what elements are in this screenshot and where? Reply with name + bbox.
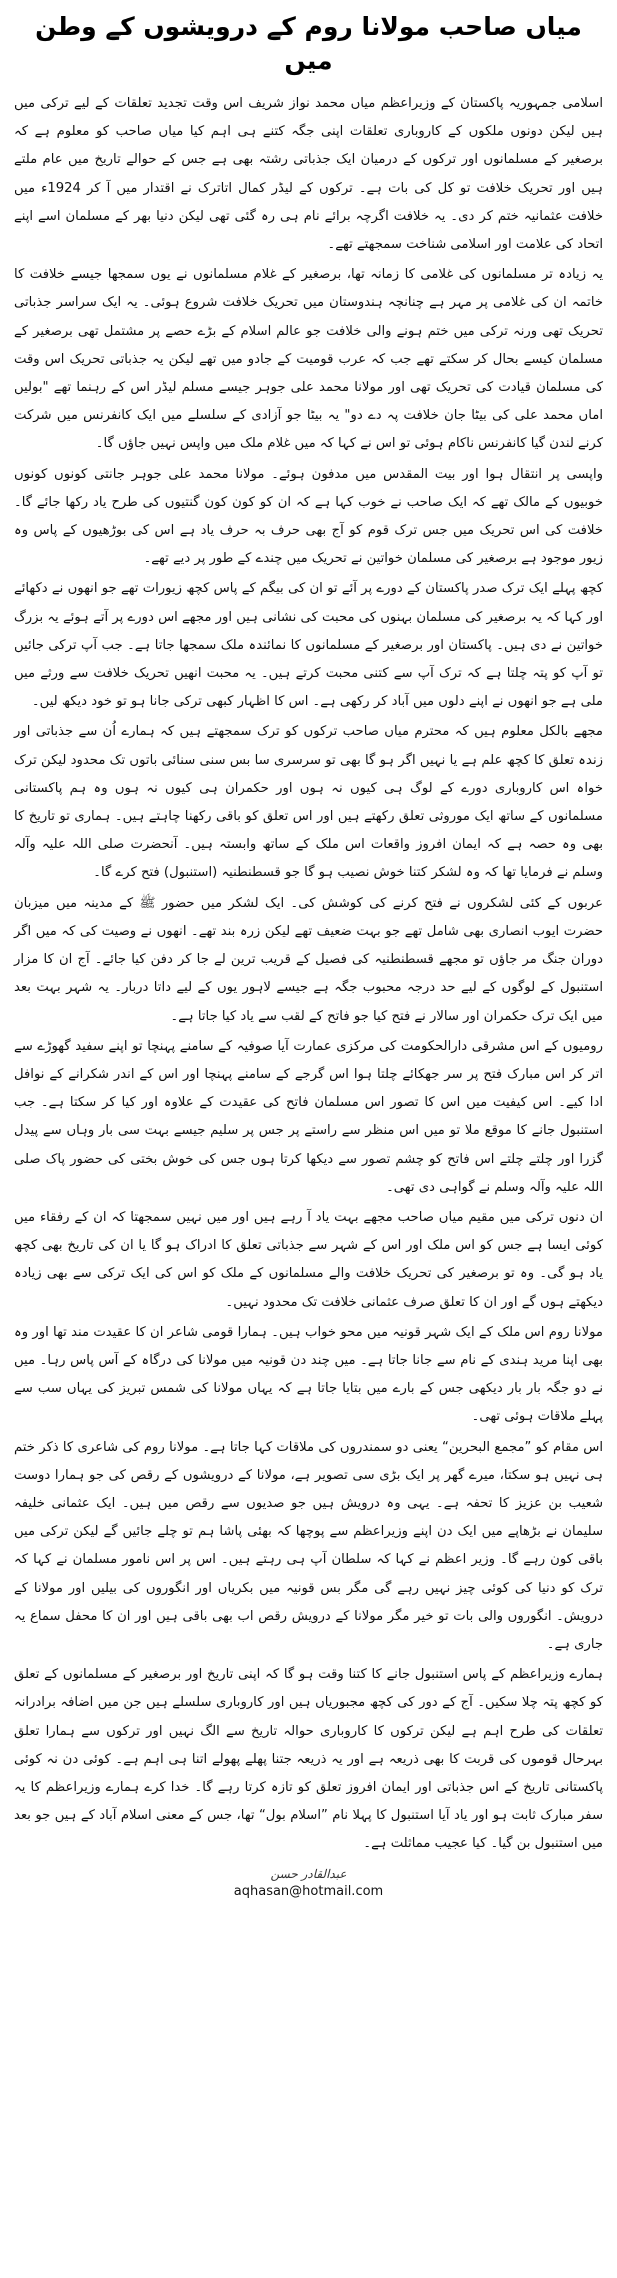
article-headline: میاں صاحب مولانا روم کے درویشوں کے وطن میں (35, 12, 582, 75)
article-paragraph: ان دنوں ترکی میں مقیم میاں صاحب مجھے بہت یاد آ رہے ہیں اور میں نہیں سمجھتا کہ ان کے رفقاء میں کوئی ایسا ہے جس کو اس ملک اور اس کے شہر سے جذباتی تعلق کا ادراک ہو گا یا ان کی تاریخ بھی کچھ یاد ہو گی۔ وہ تو برصغیر کی تحریک خلافت والے مسلمانوں کے ملک کو اس کی ایک ترکی سے بھی زیادہ دیکھتے ہوں گے اور ان کا تعلق صرف عثمانی خلافت تک محدود نہیں۔ (14, 1209, 603, 1310)
article-paragraph: اسلامی جمہوریہ پاکستان کے وزیراعظم میاں محمد نواز شریف اس وقت تجدید تعلقات کے لیے ترکی میں ہیں لیکن دونوں ملکوں کے کاروباری تعلقات اپنی جگہ کتنے ہی اہم کیا میاں صاحب کو معلوم ہے کہ برصغیر کے مسلمانوں اور ترکوں کے درمیان ایک جذباتی رشتہ بھی ہے جس کے حوالے تاریخ میں عام ملتے ہیں اور تحریک خلافت تو کل کی بات ہے۔ ترکوں کے لیڈر کمال اتاترک نے اقتدار میں آ کر 1924ء میں خلافت عثمانیہ ختم کر دی۔ یہ خلافت اگرچہ برائے نام ہی رہ گئی تھی لیکن دنیا بھر کے مسلمان اسے اپنے اتحاد کی علامت اور اسلامی شناخت سمجھتے تھے۔ (14, 96, 603, 253)
article-paragraph: واپسی پر انتقال ہوا اور بیت المقدس میں مدفون ہوئے۔ مولانا محمد علی جوہر جانتی کونوں کونوں خوبیوں کے مالک تھے کہ ایک صاحب نے خوب کہا ہے کہ ان کو کون کون گنتیوں کی طرح یاد رکھا جائے گا۔ خلافت کی اس تحریک میں جس ترک قوم کو آج بھی حرف بہ حرف یاد ہے اس کی بوڑھیوں کے پاس وہ زیور موجود ہے برصغیر کی مسلمان خواتین نے تحریک میں چندے کے طور پر دیے تھے۔ (14, 466, 603, 567)
article-paragraph: مولانا روم اس ملک کے ایک شہر قونیہ میں محو خواب ہیں۔ ہمارا قومی شاعر ان کا عقیدت مند تھا اور وہ بھی اپنا مرید ہندی کے نام سے جانا جاتا ہے۔ میں چند دن قونیہ میں مولانا کی درگاہ کے آس پاس رہا۔ میں نے دو جگہ بار بار دیکھی جس کے بارے میں بتایا جاتا ہے کہ یہاں مولانا کی شمس تبریز کی یہاں سب سے پہلے ملاقات ہوئی تھی۔ (14, 1324, 603, 1425)
author-email[interactable]: aqhasan@hotmail.com (233, 1883, 384, 1899)
article-paragraph: مجھے بالکل معلوم ہیں کہ محترم میاں صاحب ترکوں کو ترک سمجھتے ہیں کہ ہمارے اُن سے جذباتی اور زندہ تعلق کا کچھ علم ہے یا نہیں اگر ہو گا بھی تو سرسری سا بس سنی سنائی باتوں تک محدود لیکن ترک خواہ اس کاروباری دورے کے لوگ ہی کیوں نہ ہوں اور حکمران ہی کیوں نہ ہوں وہ ہم پاکستانی مسلمانوں کے ساتھ ایک موروثی تعلق رکھتے ہیں اور اس تعلق کو باقی رکھنا چاہتے ہیں۔ ہماری تو تاریخ کا بھی وہ حصہ ہے کہ ایمان افروز واقعات اس ملک کے ساتھ وابستہ ہیں۔ آنحضرت صلی اللہ علیہ وآلہ وسلم نے فرمایا تھا کہ وہ لشکر کتنا خوش نصیب ہو گا جو قسطنطنیہ (استنبول) فتح کرے گا۔ (14, 724, 603, 881)
article-paragraph: عربوں کے کئی لشکروں نے فتح کرنے کی کوشش کی۔ ایک لشکر میں حضور ﷺ کے مدینہ میں میزبان حضرت ایوب انصاری بھی شامل تھے جو بہت ضعیف تھے لیکن زرہ بند تھے۔ انھوں نے وصیت کی کہ میں اگر دوران جنگ مر جاؤں تو مجھے قسطنطنیہ کی فصیل کے قریب ترین لے جا کر دفن کیا جائے۔ آج ان کا مزار استنبول کے لوگوں کے لیے حد درجہ محبوب جگہ ہے جیسے لاہور یوں کے لیے داتا دربار۔ یہ شہر بہت بعد میں ایک ترک حکمران اور سالار نے فتح کیا جو فاتح کے لقب سے یاد کیا جاتا ہے۔ (14, 895, 603, 1024)
article-paragraph: یہ زیادہ تر مسلمانوں کی غلامی کا زمانہ تھا، برصغیر کے غلام مسلمانوں نے یوں سمجھا جیسے خلافت کا خاتمہ ان کی غلامی پر مہر ہے چنانچہ ہندوستان میں تحریک خلافت شروع ہوئی۔ یہ ایک سراسر جذباتی تحریک تھی ورنہ ترکی میں ختم ہونے والی خلافت جو عالم اسلام کے بڑے حصے پر مشتمل تھی برصغیر کے مسلمان کیسے بحال کر سکتے تھے جب کہ عرب قومیت کے جادو میں تھے لیکن یہ جذباتی تحریک اس وقت کی مسلمان قیادت کی تحریک تھی اور مولانا محمد علی جوہر جیسے مسلم لیڈر اس کے رہنما تھے "بولیں اماں محمد علی کی بیٹا جان خلافت پہ دے دو" یہ بیٹا جو آزادی کے سلسلے میں ایک کانفرنس میں شرکت کرنے لندن گیا کانفرنس ناکام ہوئی تو اس نے کہا کہ میں غلام ملک میں واپس نہیں جاؤں گا۔ (14, 267, 603, 452)
article-body (14, 90, 603, 1859)
article-paragraph: کچھ پہلے ایک ترک صدر پاکستان کے دورے پر آئے تو ان کی بیگم کے پاس کچھ زیورات تھے جو انھوں نے دکھائے اور کہا کہ یہ برصغیر کی مسلمان بہنوں کی محبت کی نشانی ہیں اور مجھے اس دورے پر آتے ہوئے یہ بزرگ خواتین نے دی ہیں۔ پاکستان اور برصغیر کے مسلمانوں کا نمائندہ ملک سمجھا جاتا ہے۔ جب آپ ترکی جائیں تو آپ کو پتہ چلتا ہے کہ ترک آپ سے کتنی محبت کرتے ہیں۔ یہ محبت انھیں تحریک خلافت سے ورثے میں ملی ہے جو انھوں نے اپنے دلوں میں آباد کر رکھی ہے۔ اس کا اظہار کبھی ترکی جانا ہو تو خود دیکھ لیں۔ (14, 581, 603, 710)
article-paragraph: رومیوں کے اس مشرقی دارالحکومت کی مرکزی عمارت آیا صوفیہ کے سامنے پہنچا تو اپنے سفید گھوڑے سے اتر کر اس مبارک فتح پر سر جھکائے چلتا ہوا اس گرجے کے سامنے پہنچا اور اس کے اندر شکرانے کے نوافل ادا کیے۔ اس کیفیت میں اس کا تصور اس مسلمان فاتح کی عقیدت کے علاوہ اور کیا کر سکتا ہے۔ جب استنبول جانے کا موقع ملا تو میں اس منظر سے راستے پر جس پر سلیم جیسے بہت سی بار وہاں سے پیدل گزرا اور چلتے چلتے اس فاتح کو چشم تصور سے دیکھا کرتا ہوں جس کی خوش بختی کی حضور پاک صلی اللہ علیہ وآلہ وسلم نے گواہی دی تھی۔ (14, 1038, 603, 1195)
author-signature: عبدالقادر حسن (270, 1866, 347, 1881)
article-paragraph: اس مقام کو ”مجمع البحرین“ یعنی دو سمندروں کی ملاقات کہا جاتا ہے۔ مولانا روم کی شاعری کا ذکر ختم ہی نہیں ہو سکتا، میرے گھر پر ایک بڑی سی تصویر ہے، مولانا کے درویشوں کے رقص کی جو ہمارا دوست شعیب بن عزیز کا تحفہ ہے۔ یہی وہ درویش ہیں جو صدیوں سے رقص میں ہیں۔ ایک عثمانی خلیفہ سلیمان نے بڑھاپے میں ایک دن اپنے وزیراعظم سے پوچھا کہ بھئی پاشا ہم تو چلے جائیں گے لیکن ترکی میں باقی کون رہے گا۔ وزیر اعظم نے کہا کہ سلطان آپ ہی رہتے ہیں۔ اس پر اس نامور مسلمان نے کہا کہ ترک کو دنیا کی کوئی چیز نہیں رہے گی مگر بس قونیہ میں بکریاں اور انگوروں کی بیلیں اور مولانا کے درویش۔ انگوروں والی بات تو خیر مگر مولانا کے درویش رقص اب بھی باقی ہیں اور ان کا محفل سماع یہ جاری ہے۔ (14, 1439, 603, 1652)
article-paragraph: ہمارے وزیراعظم کے پاس استنبول جانے کا کتنا وقت ہو گا کہ اپنی تاریخ اور برصغیر کے مسلمانوں کے تعلق کو کچھ پتہ چلا سکیں۔ آج کے دور کی کچھ مجبوریاں ہیں اور کاروباری سلسلے ہیں جن میں اضافہ برادرانہ تعلقات کی طرح اہم ہے لیکن ترکوں کا کاروباری حوالہ تاریخ سے الگ نہیں اور ترکوں سے ہمارا تعلق بہرحال قوموں کی قربت کا بھی ذریعہ ہے اور یہ ذریعہ جتنا پھلے پھولے اتنا ہی اہم ہے۔ کوئی دن نہ کوئی پاکستانی تاریخ کے اس جذباتی اور ایمان افروز تعلق کو تازہ کرتا رہے گا۔ خدا کرے ہمارے وزیراعظم کا یہ سفر مبارک ثابت ہو اور یاد آیا استنبول کا پہلا نام ”اسلام بول“ تھا، جس کے معنی اسلام آباد کے ہیں جو بعد میں استنبول بن گیا۔ کیا عجیب مماثلت ہے۔ (14, 1667, 603, 1852)
